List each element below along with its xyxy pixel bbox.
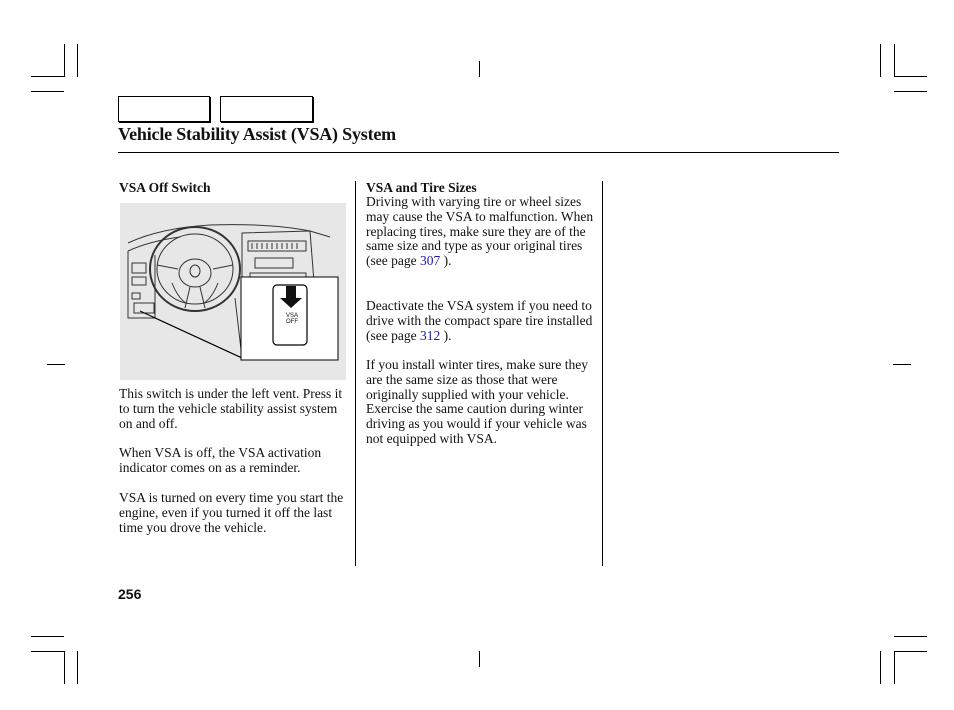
middle-paragraph [366, 299, 594, 343]
left-paragraph [119, 387, 351, 431]
switch-label-line1: VSA [285, 313, 298, 319]
page-title: Vehicle Stability Assist (VSA) System [118, 124, 396, 144]
nav-tab-box[interactable] [220, 96, 313, 122]
section-heading: VSA and Tire Sizes [366, 180, 477, 195]
left-paragraph [119, 446, 351, 476]
crop-mark [894, 636, 927, 637]
middle-paragraph [366, 195, 594, 269]
middle-paragraph [366, 358, 594, 447]
crop-mark [64, 651, 65, 684]
paragraph: VSA is turned on every time you start the engine, even if you turned it off the last time you drove the vehicle. [119, 490, 344, 535]
section-heading: VSA Off Switch [119, 180, 211, 195]
column-divider [602, 181, 603, 566]
page-number: 256 [118, 586, 142, 602]
paragraph: If you install winter tires, make sure they are the same size as those that were originally supplied with your vehicle. Exercise the same caution during winter driving as you would if your vehicle was not equipped with VSA. [366, 357, 588, 446]
switch-label-line2: OFF [286, 319, 298, 325]
paragraph-text: ). [443, 253, 452, 269]
left-paragraph [119, 491, 351, 535]
vsa-off-switch-label [280, 313, 304, 325]
paragraph: This switch is under the left vent. Press it to turn the vehicle stability assist system on and off. [119, 386, 343, 431]
crop-mark [77, 44, 78, 77]
page-link-307[interactable]: 307 [419, 253, 441, 269]
crop-mark [47, 364, 65, 365]
dashboard-drawing [120, 203, 346, 380]
crop-mark [894, 91, 927, 92]
paragraph [366, 299, 594, 343]
crop-mark [894, 651, 895, 684]
title-rule [118, 152, 839, 153]
crop-mark [31, 636, 64, 637]
paragraph [366, 195, 594, 269]
crop-mark [880, 44, 881, 77]
crop-mark [894, 44, 895, 77]
crop-mark [31, 91, 64, 92]
paragraph-text: ). [443, 327, 452, 343]
nav-tab-box[interactable] [118, 96, 210, 122]
paragraph: When VSA is off, the VSA activation indicator comes on as a reminder. [119, 445, 322, 475]
crop-mark [479, 651, 480, 667]
dashboard-illustration [120, 203, 346, 380]
crop-mark [894, 76, 927, 77]
page-link-312[interactable]: 312 [419, 327, 441, 343]
crop-mark [880, 651, 881, 684]
crop-mark [479, 61, 480, 77]
crop-mark [893, 364, 911, 365]
crop-mark [64, 44, 65, 77]
paragraph-text: Driving with varying tire or wheel sizes may cause the VSA to malfunction. When replacing tires, make sure they are of the same size and type as your original tires (see page [366, 194, 594, 269]
column-divider [355, 181, 356, 566]
crop-mark [894, 651, 927, 652]
crop-mark [31, 76, 64, 77]
paragraph-text: Deactivate the VSA system if you need to drive with the compact spare tire installed (see page [366, 298, 593, 343]
crop-mark [77, 651, 78, 684]
crop-mark [31, 651, 64, 652]
